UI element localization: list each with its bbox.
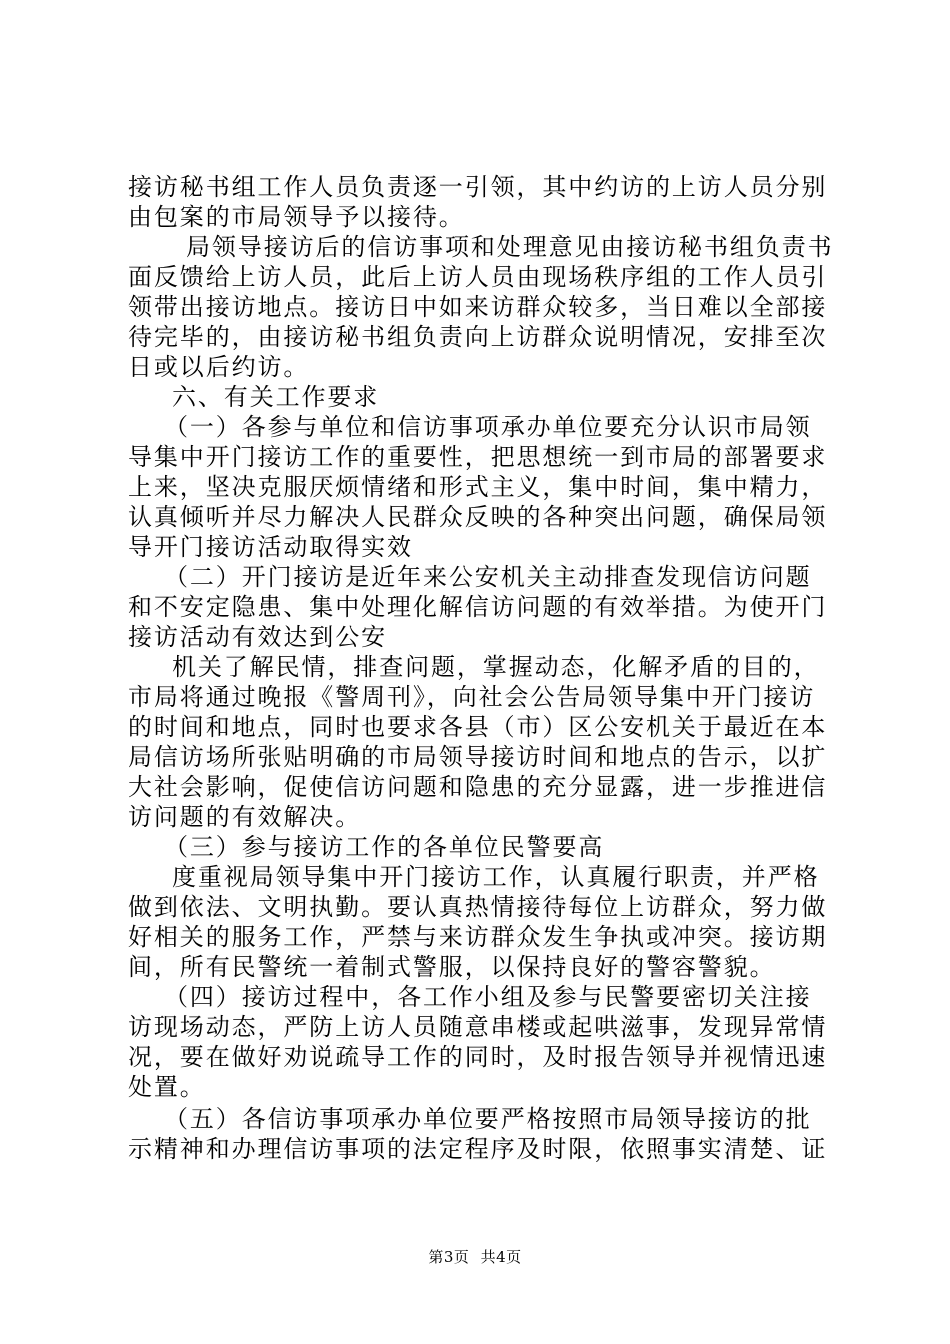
text-line: 示精神和办理信访事项的法定程序及时限，依照事实清楚、证 <box>128 1135 828 1163</box>
text-line: 做到依法、文明执勤。要认真热情接待每位上访群众，努力做 <box>128 893 828 921</box>
text-line: 导开门接访活动取得实效 <box>128 533 413 561</box>
text-line: 局信访场所张贴明确的市局领导接访时间和地点的告示，以扩 <box>128 743 828 771</box>
text-line: （二）开门接访是近年来公安机关主动排查发现信访问题 <box>164 563 812 591</box>
text-line: 认真倾听并尽力解决人民群众反映的各种突出问题，确保局领 <box>128 503 828 531</box>
page-footer <box>0 1246 950 1267</box>
text-line: 访问题的有效解决。 <box>128 803 362 831</box>
section-heading: 六、有关工作要求 <box>172 383 380 411</box>
text-line: 导集中开门接访工作的重要性，把思想统一到市局的部署要求 <box>128 443 828 471</box>
text-line: 由包案的市局领导予以接待。 <box>128 203 465 231</box>
text-line: 面反馈给上访人员，此后上访人员由现场秩序组的工作人员引 <box>128 263 828 291</box>
text-line: 接访活动有效达到公安 <box>128 623 387 651</box>
text-line: 领带出接访地点。接访日中如来访群众较多，当日难以全部接 <box>128 293 828 321</box>
text-line: 上来，坚决克服厌烦情绪和形式主义，集中时间，集中精力， <box>128 473 828 501</box>
text-line: 接访秘书组工作人员负责逐一引领，其中约访的上访人员分别 <box>128 173 828 201</box>
text-line: 大社会影响，促使信访问题和隐患的充分显露，进一步推进信 <box>128 773 828 801</box>
text-line: （四）接访过程中，各工作小组及参与民警要密切关注接 <box>164 983 812 1011</box>
text-line: （五）各信访事项承办单位要严格按照市局领导接访的批 <box>164 1105 812 1133</box>
text-line: 访现场动态，严防上访人员随意串楼或起哄滋事，发现异常情 <box>128 1013 828 1041</box>
text-line: 市局将通过晚报《警周刊》，向社会公告局领导集中开门接访 <box>128 683 816 711</box>
document-body <box>128 172 834 1164</box>
text-line: （三）参与接访工作的各单位民警要高 <box>164 833 605 861</box>
text-line: 待完毕的，由接访秘书组负责向上访群众说明情况，安排至次 <box>128 323 828 351</box>
text-line: 机关了解民情，排查问题，掌握动态，化解矛盾的目的， <box>172 653 820 681</box>
page-total: 共4页 <box>480 1248 522 1266</box>
text-line: 度重视局领导集中开门接访工作，认真履行职责，并严格 <box>172 863 820 891</box>
text-line: 的时间和地点，同时也要求各县（市）区公安机关于最近在本 <box>128 713 828 741</box>
text-line: 日或以后约访。 <box>128 353 310 381</box>
text-line: 和不安定隐患、集中处理化解信访问题的有效举措。为使开门 <box>128 593 828 621</box>
text-line: （一）各参与单位和信访事项承办单位要充分认识市局领 <box>164 413 812 441</box>
text-line: 好相关的服务工作，严禁与来访群众发生争执或冲突。接访期 <box>128 923 828 951</box>
text-line: 况，要在做好劝说疏导工作的同时，及时报告领导并视情迅速 <box>128 1043 828 1071</box>
text-line: 处置。 <box>128 1073 206 1101</box>
page-number: 第3页 <box>428 1248 470 1266</box>
text-line: 间，所有民警统一着制式警服，以保持良好的警容警貌。 <box>128 953 776 981</box>
text-line: 局领导接访后的信访事项和处理意见由接访秘书组负责书 <box>186 233 834 261</box>
